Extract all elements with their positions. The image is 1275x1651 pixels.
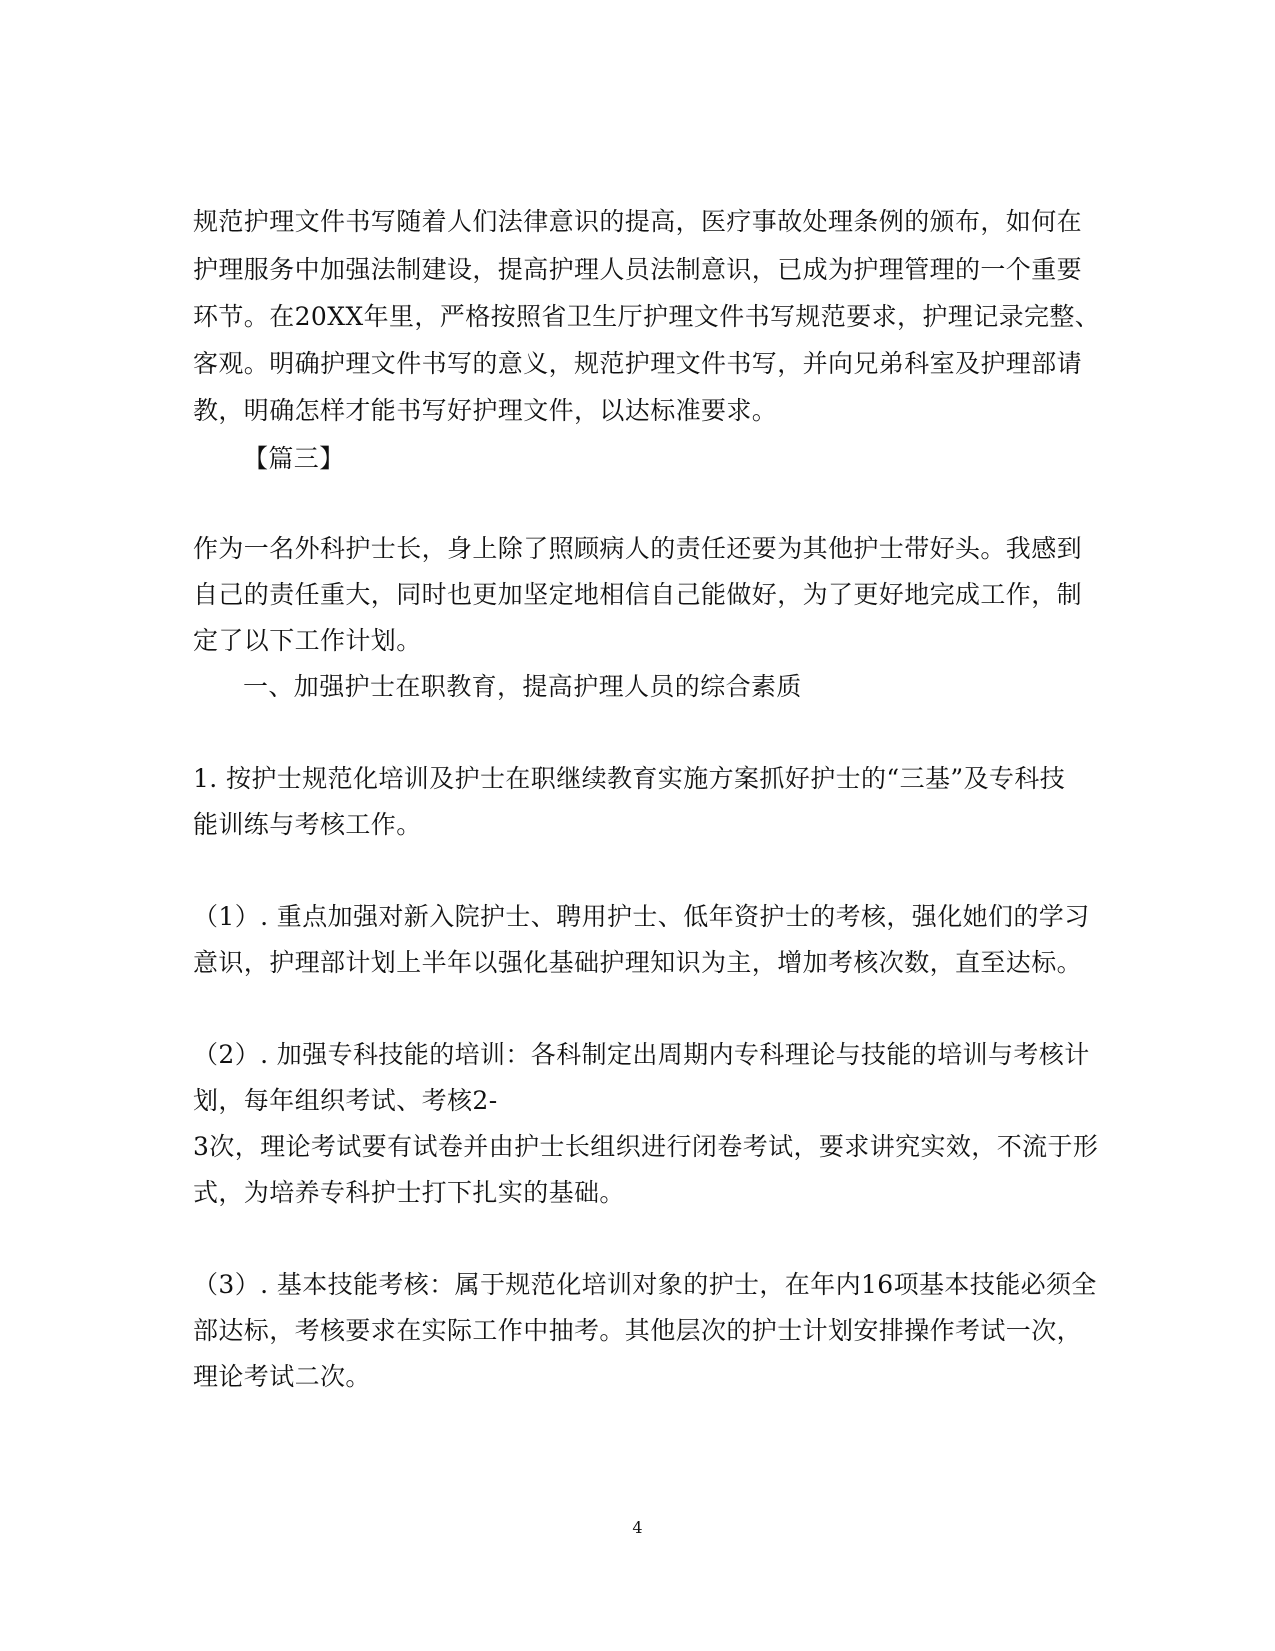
subheading: 一、加强护士在职教育，提高护理人员的综合素质	[243, 672, 802, 701]
sub-item-line: 式，为培养专科护士打下扎实的基础。	[193, 1178, 625, 1207]
paragraph-line: 规范护理文件书写随着人们法律意识的提高，医疗事故处理条例的颁布，如何在	[193, 207, 1083, 236]
sub-item-line: 3次，理论考试要有试卷并由护士长组织进行闭卷考试，要求讲究实效，不流于形	[193, 1132, 1099, 1161]
list-item-line: 1. 按护士规范化培训及护士在职继续教育实施方案抓好护士的“三基”及专科技	[193, 764, 1066, 793]
paragraph-line: 定了以下工作计划。	[193, 626, 422, 655]
paragraph-line: 客观。明确护理文件书写的意义，规范护理文件书写，并向兄弟科室及护理部请	[193, 349, 1083, 378]
section-heading: 【篇三】	[243, 444, 345, 473]
paragraph-line: 教，明确怎样才能书写好护理文件，以达标准要求。	[193, 396, 778, 425]
paragraph-line: 护理服务中加强法制建设，提高护理人员法制意识，已成为护理管理的一个重要	[193, 255, 1083, 284]
sub-item-line: （2）. 加强专科技能的培训：各科制定出周期内专科理论与技能的培训与考核计	[193, 1040, 1090, 1069]
sub-item-line: 理论考试二次。	[193, 1362, 371, 1391]
paragraph-line: 自己的责任重大，同时也更加坚定地相信自己能做好，为了更好地完成工作，制	[193, 580, 1083, 609]
sub-item-line: （1）. 重点加强对新入院护士、聘用护士、低年资护士的考核，强化她们的学习	[193, 902, 1090, 931]
paragraph-line: 环节。在20XX年里，严格按照省卫生厅护理文件书写规范要求，护理记录完整、	[193, 302, 1101, 331]
paragraph-line: 作为一名外科护士长，身上除了照顾病人的责任还要为其他护士带好头。我感到	[193, 534, 1083, 563]
sub-item-line: 部达标，考核要求在实际工作中抽考。其他层次的护士计划安排操作考试一次，	[193, 1316, 1083, 1345]
page-number: 4	[632, 1518, 643, 1537]
sub-item-line: 意识，护理部计划上半年以强化基础护理知识为主，增加考核次数，直至达标。	[193, 948, 1083, 977]
sub-item-line: （3）. 基本技能考核：属于规范化培训对象的护士，在年内16项基本技能必须全	[193, 1270, 1097, 1299]
list-item-line: 能训练与考核工作。	[193, 810, 422, 839]
sub-item-line: 划，每年组织考试、考核2-	[193, 1086, 498, 1115]
